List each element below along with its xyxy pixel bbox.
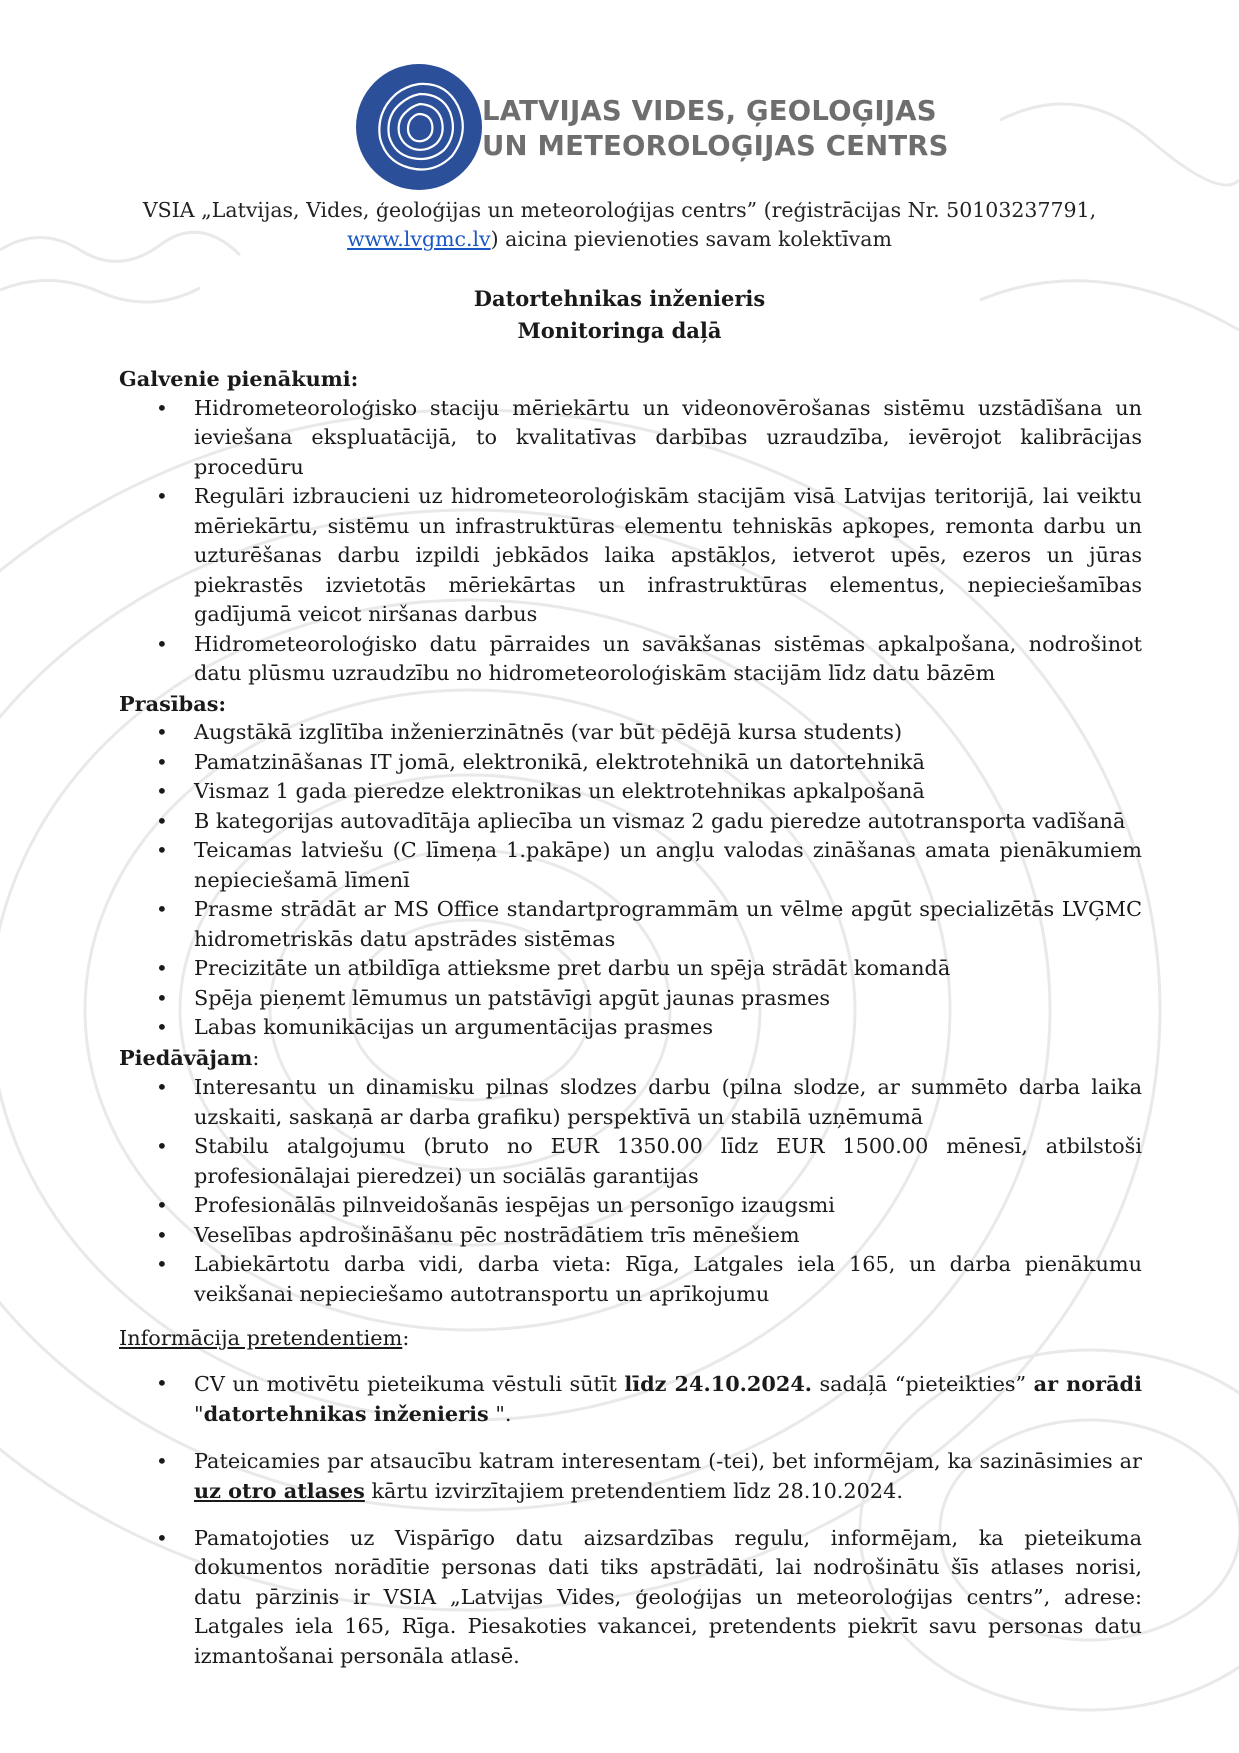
bold-underlined-run: uz otro atlases bbox=[194, 1478, 365, 1503]
list-item: • Hidrometeoroloģisko staciju mēriekārtu un videonovērošanas sistēmu uzstādīšana un ieviešana ekspluatācijā, to kvalitatīvas darbības uzraudzība, ievērojot kalibrācijas procedūru bbox=[119, 394, 1142, 483]
website-link[interactable]: www.lvgmc.lv bbox=[347, 227, 491, 251]
duties-heading: Galvenie pienākumi: bbox=[119, 366, 359, 391]
job-title bbox=[110, 283, 1129, 347]
text-run: CV un motivētu pieteikuma vēstuli sūtīt bbox=[194, 1371, 625, 1396]
requirements-list bbox=[119, 718, 1142, 1043]
list-item: • Veselības apdrošināšanu pēc nostrādātiem trīs mēnešiem bbox=[119, 1221, 1142, 1251]
text-run: sadaļā “pieteikties” bbox=[812, 1371, 1034, 1396]
deadline-date: līdz 24.10.2024. bbox=[624, 1370, 813, 1396]
list-item: • Regulāri izbraucieni uz hidrometeoroloģiskām stacijām visā Latvijas teritorijā, lai veiktu mēriekārtu, sistēmu un infrastruktūras elementu tehniskās apkopes, remonta darbu un uzturēšanas darbu izpildi jebkādos laika apstākļos, ietverot upēs, ezeros un jūras piekrastēs izvietotās mēriekārtas un infrastruktūras elementus, nepieciešamības gadījumā veicot niršanas darbus bbox=[119, 482, 1142, 630]
offer-colon: : bbox=[252, 1045, 260, 1070]
intro-line-2-text: ) aicina pievienoties savam kolektīvam bbox=[490, 227, 892, 251]
job-title-line-2: Monitoringa daļā bbox=[517, 318, 722, 343]
text-run: ". bbox=[488, 1402, 512, 1426]
list-item: • Labiekārtotu darba vidi, darba vieta: Rīga, Latgales iela 165, un darba pienākumu veikšanai nepieciešamo autotransportu un aprīkojumu bbox=[119, 1250, 1142, 1309]
list-item: • Augstākā izglītība inženierzinātnēs (var būt pēdējā kursa students) bbox=[119, 718, 1142, 748]
offer-heading-line bbox=[119, 1043, 1142, 1074]
intro-line-2 bbox=[110, 225, 1129, 254]
logo-wordmark bbox=[482, 94, 949, 164]
info-heading-line bbox=[119, 1324, 1142, 1354]
list-item: • Prasme strādāt ar MS Office standartprogrammām un vēlme apgūt specializētās LVĢMC hidrometriskās datu apstrādes sistēmas bbox=[119, 895, 1142, 954]
bold-run: ar norādi bbox=[1033, 1370, 1142, 1396]
list-item: • Spēja pieņemt lēmumus un patstāvīgi apgūt jaunas prasmes bbox=[119, 984, 1142, 1014]
list-item: • Labas komunikācijas un argumentācijas prasmes bbox=[119, 1013, 1142, 1043]
list-item: • B kategorijas autovadītāja apliecība un vismaz 2 gadu pieredze autotransporta vadīšanā bbox=[119, 807, 1142, 837]
text-run: kārtu izvirzītajiem pretendentiem līdz 28.10.2024. bbox=[364, 1479, 903, 1503]
list-item: • Profesionālās pilnveidošanās iespējas un personīgo izaugsmi bbox=[119, 1191, 1142, 1221]
text-run: Pateicamies par atsaucību katram interesentam (-tei), bet informējam, ka sazināsimies ar bbox=[194, 1448, 1142, 1473]
intro-line-1: VSIA „Latvijas, Vides, ģeoloģijas un meteoroloģijas centrs” (reģistrācijas Nr. 50103237791, bbox=[142, 198, 1097, 222]
list-item: • Teicamas latviešu (C līmeņa 1.pakāpe) un angļu valodas zināšanas amata pienākumiem nepieciešamā līmenī bbox=[119, 836, 1142, 895]
offer-heading: Piedāvājam bbox=[119, 1044, 253, 1070]
list-item-selection bbox=[119, 1447, 1142, 1507]
header bbox=[0, 62, 1239, 192]
duties-list bbox=[119, 394, 1142, 689]
info-list bbox=[119, 1369, 1142, 1672]
list-item: • Precizitāte un atbildīga attieksme pret darbu un spēja strādāt komandā bbox=[119, 954, 1142, 984]
info-colon: : bbox=[402, 1326, 410, 1350]
info-heading: Informācija pretendentiem bbox=[119, 1326, 403, 1350]
job-description bbox=[119, 364, 1142, 1688]
job-title-line-1: Datortehnikas inženieris bbox=[473, 286, 766, 311]
list-item: • Hidrometeoroloģisko datu pārraides un savākšanas sistēmas apkalpošana, nodrošinot datu plūsmu uzraudzību no hidrometeoroloģiskām stacijām līdz datu bāzēm bbox=[119, 630, 1142, 689]
logo-line-1: LATVIJAS VIDES, ĢEOLOĢIJAS bbox=[482, 95, 937, 127]
list-item: • Stabilu atalgojumu (bruto no EUR 1350.00 līdz EUR 1500.00 mēnesī, atbilstoši profesionālajai pieredzei) un sociālās garantijas bbox=[119, 1132, 1142, 1191]
intro-paragraph bbox=[110, 196, 1129, 254]
list-item-gdpr: • Pamatojoties uz Vispārīgo datu aizsardzības regulu, informējam, ka pieteikuma dokumentos norādītie personas dati tiks apstrādāti, lai nodrošinātu šīs atlases norisi, datu pārzinis ir VSIA „Latvijas Vides, ģeoloģijas un meteoroloģijas centrs”, adrese: Latgales iela 165, Rīga. Piesakoties vakancei, pretendents piekrīt savu personas datu izmantošanai personāla atlasē. bbox=[119, 1524, 1142, 1672]
requirements-heading: Prasības: bbox=[119, 690, 227, 716]
list-item: • Pamatzināšanas IT jomā, elektronikā, elektrotehnikā un datortehnikā bbox=[119, 748, 1142, 778]
logo-line-2: UN METEOROLOĢIJAS CENTRS bbox=[482, 130, 949, 162]
position-reference: datortehnikas inženieris bbox=[203, 1401, 489, 1426]
list-item: • Interesantu un dinamisku pilnas slodzes darbu (pilna slodze, ar summēto darba laika uzskaiti, saskaņā ar darba grafiku) perspektīvā un stabilā uzņēmumā bbox=[119, 1073, 1142, 1132]
text-run: " bbox=[194, 1402, 204, 1426]
lvgmc-logo-icon bbox=[354, 62, 484, 192]
offer-list bbox=[119, 1073, 1142, 1309]
list-item-deadline bbox=[119, 1369, 1142, 1430]
list-item: • Vismaz 1 gada pieredze elektronikas un elektrotehnikas apkalpošanā bbox=[119, 777, 1142, 807]
